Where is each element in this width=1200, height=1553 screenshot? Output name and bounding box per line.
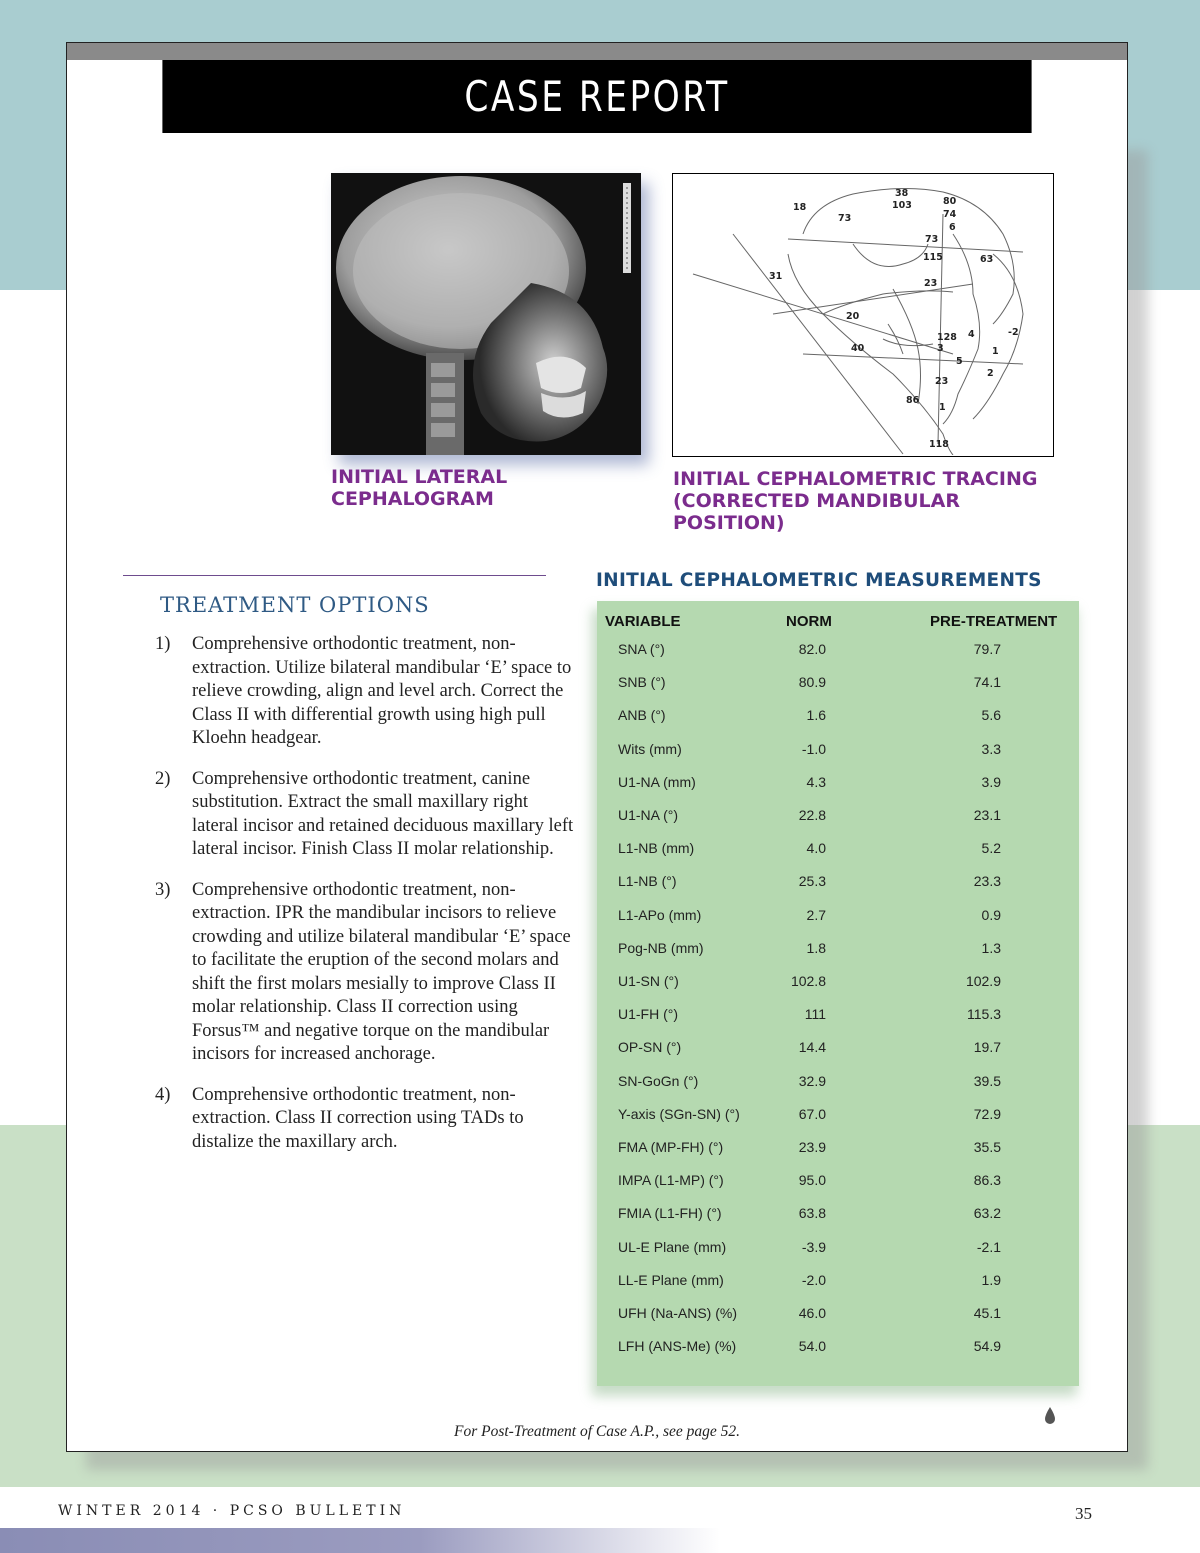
table-row <box>597 873 1079 903</box>
cell-variable: U1-FH (°) <box>618 1006 679 1023</box>
cell-variable: U1-SN (°) <box>618 973 679 989</box>
table-row <box>597 1172 1079 1202</box>
table-row <box>597 707 1079 737</box>
cell-norm: 1.8 <box>806 939 826 956</box>
tracing-caption <box>673 468 1037 534</box>
cell-norm: 111 <box>804 1006 826 1023</box>
table-row <box>597 641 1079 671</box>
cell-norm: 80.9 <box>798 674 826 691</box>
cell-pre-treatment: 72.9 <box>973 1105 1001 1122</box>
table-row <box>597 1039 1079 1069</box>
cell-pre-treatment: 79.7 <box>973 641 1001 657</box>
footer-issue: WINTER 2014 · PCSO BULLETIN <box>58 1503 406 1519</box>
cell-norm: 14.4 <box>798 1039 826 1056</box>
cell-pre-treatment: 74.1 <box>973 674 1001 691</box>
list-item <box>155 879 575 1067</box>
cell-norm: 4.0 <box>806 840 826 857</box>
cell-variable: LL-E Plane (mm) <box>618 1271 724 1288</box>
cell-pre-treatment: 115.3 <box>967 1006 1001 1023</box>
cell-pre-treatment: 86.3 <box>973 1172 1001 1189</box>
cell-variable: L1-NB (mm) <box>618 840 695 857</box>
list-item <box>155 768 575 862</box>
xray-caption-line: CEPHALOGRAM <box>331 488 494 510</box>
table-row <box>597 1006 1079 1036</box>
xray-caption <box>331 466 507 510</box>
table-row <box>597 1305 1079 1335</box>
cell-variable: Pog-NB (mm) <box>618 939 704 956</box>
cell-pre-treatment: 45.1 <box>973 1305 1001 1321</box>
measurements-table <box>597 601 1079 1386</box>
list-number: 1) <box>155 634 171 654</box>
tracing-label: 118 <box>929 439 949 450</box>
tracing-label: 3 <box>937 343 944 354</box>
table-row <box>597 1073 1079 1103</box>
tracing-label: 38 <box>895 188 909 199</box>
tracing-caption-line: (CORRECTED MANDIBULAR <box>673 490 960 512</box>
list-number: 4) <box>155 1084 171 1105</box>
cell-variable: Wits (mm) <box>618 740 682 757</box>
cell-norm: -2.0 <box>801 1271 826 1288</box>
table-row <box>597 840 1079 870</box>
table-row <box>597 674 1079 704</box>
list-item <box>155 1084 575 1155</box>
table-row <box>597 907 1079 937</box>
cell-pre-treatment: 5.2 <box>981 840 1001 857</box>
cell-variable: L1-APo (mm) <box>618 906 702 923</box>
cell-norm: 63.8 <box>798 1205 826 1222</box>
table-row <box>597 1272 1079 1302</box>
cell-pre-treatment: 102.9 <box>965 973 1001 989</box>
cell-norm: 95.0 <box>798 1172 826 1189</box>
tracing-label: 6 <box>949 222 956 233</box>
tracing-label: 31 <box>769 271 783 282</box>
cell-variable: SNA (°) <box>618 641 665 657</box>
table-row <box>597 1139 1079 1169</box>
tracing-label: 73 <box>925 234 939 245</box>
cell-norm: 23.9 <box>798 1139 826 1155</box>
table-row <box>597 973 1079 1003</box>
tracing-label: 40 <box>851 343 865 354</box>
cell-variable: SNB (°) <box>618 674 666 691</box>
tracing-label: 74 <box>943 209 957 220</box>
cell-norm: 67.0 <box>798 1105 826 1122</box>
cell-pre-treatment: -2.1 <box>976 1238 1001 1255</box>
column-header-norm: NORM <box>786 613 832 630</box>
tracing-label: 103 <box>892 200 912 211</box>
cell-norm: 25.3 <box>798 873 826 890</box>
lateral-cephalogram-image <box>331 173 641 455</box>
tracing-label: 4 <box>968 329 975 340</box>
cell-pre-treatment: 19.7 <box>973 1039 1001 1056</box>
table-row <box>597 1205 1079 1235</box>
cell-variable: SN-GoGn (°) <box>618 1072 699 1089</box>
cephalometric-tracing-diagram <box>672 173 1054 457</box>
cell-norm: -3.9 <box>801 1238 826 1255</box>
cell-norm: 22.8 <box>798 807 826 823</box>
tracing-label: 5 <box>956 356 963 367</box>
table-row <box>597 1338 1079 1368</box>
treatment-options-heading: TREATMENT OPTIONS <box>160 593 430 617</box>
cell-variable: L1-NB (°) <box>618 873 677 890</box>
cell-variable: FMA (MP-FH) (°) <box>618 1139 724 1155</box>
tracing-label: 80 <box>943 196 957 207</box>
measurements-heading: INITIAL CEPHALOMETRIC MEASUREMENTS <box>596 570 1042 591</box>
cell-pre-treatment: 5.6 <box>981 707 1001 724</box>
list-text: Comprehensive orthodontic treatment, non-extraction. Utilize bilateral mandibular ‘E’ space to relieve crowding, align and level arch. Correct the Class II with differential growth using high pull Kloehn headgear. <box>192 634 572 748</box>
cell-norm: -1.0 <box>801 740 826 757</box>
tracing-label: 63 <box>980 254 994 265</box>
section-divider <box>123 575 546 576</box>
cell-variable: ANB (°) <box>618 707 666 724</box>
cell-norm: 82.0 <box>798 641 826 657</box>
cell-variable: UL-E Plane (mm) <box>618 1238 727 1255</box>
cell-pre-treatment: 54.9 <box>973 1338 1001 1355</box>
list-text: Comprehensive orthodontic treatment, non-extraction. IPR the mandibular incisors to relieve crowding and utilize bilateral mandibular ‘E’ space to facilitate the eruption of the second molars and shift the first molars mesially to improve Class II molar relationship. Class II correction using Forsus™ and negative torque on the mandibular incisors for increased anchorage. <box>192 879 571 1064</box>
cell-pre-treatment: 3.3 <box>981 740 1001 757</box>
table-row <box>597 807 1079 837</box>
cell-variable: OP-SN (°) <box>618 1039 682 1056</box>
table-row <box>597 774 1079 804</box>
cell-variable: LFH (ANS-Me) (%) <box>618 1338 737 1355</box>
cell-pre-treatment: 1.3 <box>981 939 1001 956</box>
page-title: CASE REPORT <box>162 60 1031 133</box>
card-top-bar <box>67 43 1127 60</box>
cell-pre-treatment: 23.3 <box>973 873 1001 890</box>
table-row <box>597 940 1079 970</box>
cell-pre-treatment: 63.2 <box>973 1205 1001 1222</box>
column-header-pre-treatment: PRE-TREATMENT <box>930 613 1058 630</box>
page-number: 35 <box>1075 1504 1092 1523</box>
xray-caption-line: INITIAL LATERAL <box>331 466 508 488</box>
cell-pre-treatment: 35.5 <box>973 1139 1001 1155</box>
table-row <box>597 741 1079 771</box>
cell-pre-treatment: 3.9 <box>981 773 1001 790</box>
cell-variable: U1-NA (°) <box>618 807 679 823</box>
cell-norm: 102.8 <box>790 973 826 989</box>
tracing-caption-line: POSITION) <box>673 512 785 534</box>
tracing-label: 86 <box>906 395 920 406</box>
list-item <box>155 633 575 751</box>
table-row <box>597 1106 1079 1136</box>
cell-norm: 46.0 <box>798 1305 826 1321</box>
tracing-label: 23 <box>924 278 938 289</box>
tracing-label: 18 <box>793 202 807 213</box>
list-text: Comprehensive orthodontic treatment, canine substitution. Extract the small maxillary right lateral incisor and retained deciduous maxillary left lateral incisor. Finish Class II molar relationship. <box>192 768 574 859</box>
tracing-label: -2 <box>1008 327 1019 338</box>
tracing-label: 128 <box>937 332 957 343</box>
footnote: For Post-Treatment of Case A.P., see page 52. <box>453 1423 741 1440</box>
cell-pre-treatment: 0.9 <box>981 906 1001 923</box>
cell-variable: FMIA (L1-FH) (°) <box>618 1205 722 1222</box>
cell-pre-treatment: 1.9 <box>981 1271 1001 1288</box>
table-row <box>597 1239 1079 1269</box>
tracing-label: 1 <box>992 346 999 357</box>
cell-pre-treatment: 39.5 <box>973 1072 1001 1089</box>
cell-variable: U1-NA (mm) <box>618 773 696 790</box>
list-number: 2) <box>155 768 171 789</box>
cell-norm: 1.6 <box>806 707 826 724</box>
list-text: Comprehensive orthodontic treatment, non-extraction. Class II correction using TADs to distalize the maxillary arch. <box>192 1084 524 1152</box>
cell-norm: 4.3 <box>806 773 826 790</box>
cell-norm: 32.9 <box>798 1072 826 1089</box>
tracing-caption-line: INITIAL CEPHALOMETRIC TRACING <box>673 468 1038 490</box>
list-number: 3) <box>155 879 171 900</box>
tracing-label: 73 <box>838 213 852 224</box>
column-header-variable: VARIABLE <box>605 613 681 630</box>
page-card <box>66 42 1128 1452</box>
tracing-label: 1 <box>939 402 946 413</box>
cell-variable: UFH (Na-ANS) (%) <box>618 1305 737 1321</box>
tracing-label: 20 <box>846 311 860 322</box>
tracing-label: 115 <box>923 252 943 263</box>
bottom-gradient-bar <box>0 1528 1200 1553</box>
cell-variable: Y-axis (SGn-SN) (°) <box>618 1105 740 1122</box>
treatment-options-list <box>155 633 575 1171</box>
cell-norm: 54.0 <box>798 1338 826 1355</box>
cell-variable: IMPA (L1-MP) (°) <box>618 1172 724 1189</box>
cell-norm: 2.7 <box>806 906 826 923</box>
tracing-label: 23 <box>935 376 949 387</box>
tracing-label: 2 <box>987 368 994 379</box>
cell-pre-treatment: 23.1 <box>973 807 1001 823</box>
